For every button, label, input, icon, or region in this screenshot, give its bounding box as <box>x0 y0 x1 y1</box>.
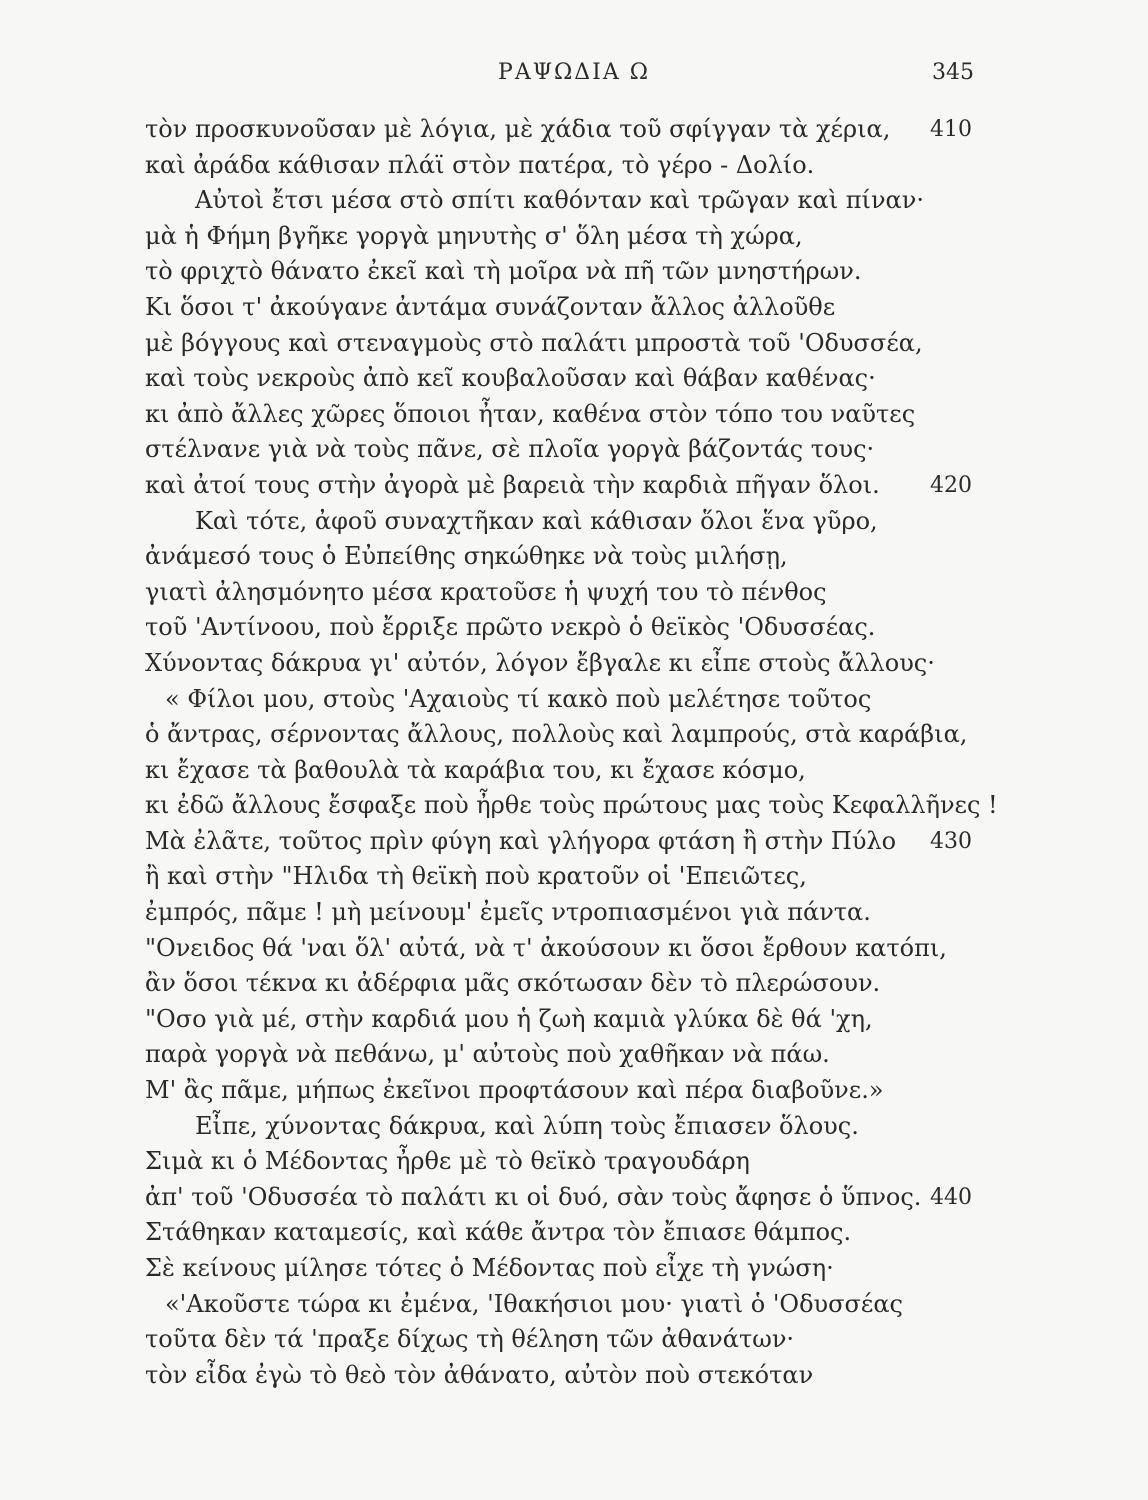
verse-text: ὁ ἄντρας, σέρνοντας ἄλλους, πολλοὺς καὶ λαμπρούς, στὰ καράβια, <box>145 720 968 749</box>
verse-line <box>145 361 945 397</box>
verse-line <box>145 1002 945 1038</box>
verse-line <box>145 717 968 753</box>
verse-text: κι ἀπὸ ἄλλες χῶρες ὅποιοι ἦταν, καθένα στὸν τόπο του ναῦτες <box>145 399 916 428</box>
verse-text: « Φίλοι μου, στοὺς 'Αχαιοὺς τί κακὸ ποὺ μελέτησε τοῦτος <box>165 684 872 713</box>
verse-text: ἐμπρός, πᾶμε ! μὴ μείνουμ' ἐμεῖς ντροπιασμένοι γιὰ πάντα. <box>145 898 871 927</box>
verse-text: Κι ὅσοι τ' ἀκούγανε ἀντάμα συνάζονταν ἄλλος ἀλλοῦθε <box>145 292 836 321</box>
verse-text: "Ονειδος θά 'ναι ὅλ' αὐτά, νὰ τ' ἀκούσουν κι ὅσοι ἔρθουν κατόπι, <box>145 933 947 962</box>
verse-line <box>145 432 945 468</box>
verse-text: ἂν ὅσοι τέκνα κι ἀδέρφια μᾶς σκότωσαν δὲν τὸ πλερώσουν. <box>145 969 881 998</box>
verse-line <box>145 254 945 290</box>
verse-line <box>145 1287 945 1323</box>
verse-text: Χύνοντας δάκρυα γι' αὐτόν, λόγον ἔβγαλε κι εἶπε στοὺς ἄλλους· <box>145 648 935 677</box>
verse-line <box>145 112 972 148</box>
verse-text: Καὶ τότε, ἀφοῦ συναχτῆκαν καὶ κάθισαν ὅλοι ἕνα γῦρο, <box>195 506 878 535</box>
verse-line <box>145 397 945 433</box>
verse-line <box>145 1180 972 1216</box>
running-header-title: ΡΑΨΩΔΙΑ Ω <box>498 60 650 85</box>
verse-line <box>145 1322 945 1358</box>
verse-line <box>145 183 945 219</box>
verse-text: κι ἐδῶ ἄλλους ἔσφαξε ποὺ ἦρθε τοὺς πρώτους μας τοὺς Κεφαλλῆνες ! <box>145 791 998 820</box>
verse-line <box>145 504 945 540</box>
verse-text: «'Ακοῦστε τώρα κι ἐμένα, 'Ιθακήσιοι μου· γιατὶ ὁ 'Οδυσσέας <box>165 1289 903 1318</box>
verse-line <box>145 1358 945 1394</box>
page-number: 345 <box>932 60 974 85</box>
verse-text: "Οσο γιὰ μέ, στὴν καρδιά μου ἡ ζωὴ καμιὰ γλύκα δὲ θά 'χη, <box>145 1004 873 1033</box>
verse-line <box>145 895 945 931</box>
verse-line <box>145 290 945 326</box>
verse-line <box>145 824 972 860</box>
verse-line <box>145 966 945 1002</box>
verse-text: ἀπ' τοῦ 'Οδυσσέα τὸ παλάτι κι οἱ δυό, σὰν τοὺς ἄφησε ὁ ὕπνος. <box>145 1182 922 1211</box>
verse-block <box>145 112 998 1393</box>
verse-text: τὸν εἶδα ἐγὼ τὸ θεὸ τὸν ἀθάνατο, αὐτὸν ποὺ στεκόταν <box>145 1360 814 1389</box>
verse-line <box>145 326 945 362</box>
verse-text: Σὲ κείνους μίλησε τότες ὁ Μέδοντας ποὺ εἶχε τὴ γνώση· <box>145 1254 834 1282</box>
verse-line <box>145 468 972 504</box>
verse-line <box>145 1073 945 1109</box>
verse-text: στέλνανε γιὰ νὰ τοὺς πᾶνε, σὲ πλοῖα γοργὰ βάζοντάς τους· <box>145 435 875 464</box>
verse-text: παρὰ γοργὰ νὰ πεθάνω, μ' αὐτοὺς ποὺ χαθῆκαν νὰ πάω. <box>145 1040 830 1069</box>
verse-line <box>145 219 945 255</box>
verse-text: Μ' ἂς πᾶμε, μήπως ἐκεῖνοι προφτάσουν καὶ πέρα διαβοῦνε.» <box>145 1076 884 1105</box>
verse-line <box>145 859 945 895</box>
verse-text: τοῦ 'Αντίνοου, ποὺ ἔρριξε πρῶτο νεκρὸ ὁ θεϊκὸς 'Οδυσσέας. <box>145 613 876 642</box>
verse-line <box>145 539 945 575</box>
verse-line <box>145 1215 945 1251</box>
verse-text: ἀνάμεσό τους ὁ Εὐπείθης σηκώθηκε νὰ τοὺς μιλήσῃ, <box>145 542 788 571</box>
verse-text: Εἶπε, χύνοντας δάκρυα, καὶ λύπη τοὺς ἔπιασεν ὅλους. <box>195 1111 859 1140</box>
verse-text: Στάθηκαν καταμεσίς, καὶ κάθε ἄντρα τὸν ἔπιασε θάμπος. <box>145 1218 852 1247</box>
line-number: 410 <box>930 117 972 142</box>
verse-text: κι ἔχασε τὰ βαθουλὰ τὰ καράβια του, κι ἔχασε κόσμο, <box>145 755 806 784</box>
verse-text: μὰ ἡ Φήμη βγῆκε γοργὰ μηνυτὴς σ' ὅλη μέσα τὴ χώρα, <box>145 221 803 250</box>
verse-text: Αὐτοὶ ἔτσι μέσα στὸ σπίτι καθόνταν καὶ τρῶγαν καὶ πίναν· <box>195 186 924 215</box>
verse-line <box>145 753 945 789</box>
verse-line <box>145 1037 945 1073</box>
verse-text: μὲ βόγγους καὶ στεναγμοὺς στὸ παλάτι μπροστὰ τοῦ 'Οδυσσέα, <box>145 328 923 357</box>
verse-text: καὶ ἀτοί τους στὴν ἀγορὰ μὲ βαρειὰ τὴν καρδιὰ πῆγαν ὅλοι. <box>145 470 880 499</box>
verse-text: καὶ τοὺς νεκροὺς ἀπὸ κεῖ κουβαλοῦσαν καὶ θάβαν καθένας· <box>145 364 876 393</box>
line-number: 430 <box>930 828 972 854</box>
verse-line <box>145 575 945 611</box>
verse-line <box>145 1109 945 1145</box>
verse-line <box>145 682 945 718</box>
line-number: 440 <box>930 1184 972 1210</box>
verse-line <box>145 610 945 646</box>
verse-line <box>145 148 945 184</box>
verse-line <box>145 1251 945 1287</box>
verse-text: Σιμὰ κι ὁ Μέδοντας ἦρθε μὲ τὸ θεϊκὸ τραγουδάρη <box>145 1147 750 1176</box>
verse-line <box>145 646 945 682</box>
verse-text: τοῦτα δὲν τά 'πραξε δίχως τὴ θέληση τῶν ἀθανάτων· <box>145 1325 795 1354</box>
verse-text: ἢ καὶ στὴν "Ηλιδα τὴ θεϊκὴ ποὺ κρατοῦν οἱ 'Επειῶτες, <box>145 862 807 891</box>
verse-text: Μὰ ἐλᾶτε, τοῦτος πρὶν φύγη καὶ γλήγορα φτάση ἢ στὴν Πύλο <box>145 826 897 855</box>
verse-text: καὶ ἀράδα κάθισαν πλάϊ στὸν πατέρα, τὸ γέρο - Δολίο. <box>145 150 815 179</box>
line-number: 420 <box>930 472 972 498</box>
verse-text: γιατὶ ἀλησμόνητο μέσα κρατοῦσε ἡ ψυχή του τὸ πένθος <box>145 577 827 606</box>
verse-line <box>145 1144 945 1180</box>
verse-line <box>145 788 998 824</box>
verse-line <box>145 931 945 967</box>
verse-text: τὸν προσκυνοῦσαν μὲ λόγια, μὲ χάδια τοῦ σφίγγαν τὰ χέρια, <box>145 115 891 143</box>
verse-text: τὸ φριχτὸ θάνατο ἐκεῖ καὶ τὴ μοῖρα νὰ πῆ τῶν μνηστήρων. <box>145 257 862 286</box>
